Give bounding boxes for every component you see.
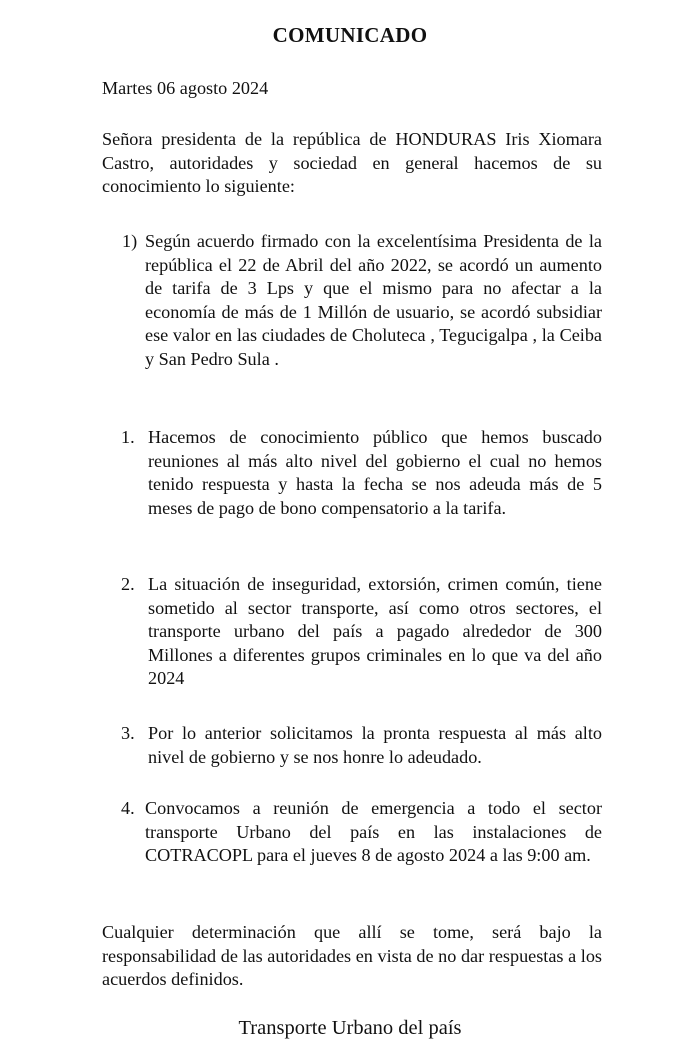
list-item-number: 1)	[122, 231, 138, 251]
list-item	[122, 230, 602, 371]
signature: Transporte Urbano del país	[238, 1017, 462, 1039]
list-item-text: Convocamos a reunión de emergencia a todo el sector transporte Urbano del país en las instalaciones de COTRACOPL para el jueves 8 de agosto 2024 a las 9:00 am.	[145, 798, 602, 865]
list-item-text: La situación de inseguridad, extorsión, crimen común, tiene sometido al sector transporte, así como otros sectores, el transporte urbano del país a pagado alrededor de 300 Millones a diferentes grupos criminales en lo que va del año 2024	[148, 574, 602, 688]
list-item-text: Según acuerdo firmado con la excelentísima Presidenta de la república el 22 de Abril del año 2022, se acordó un aumento de tarifa de 3 Lps y que el mismo para no afectar a la economía de más de 1 Millón de usuario, se acordó subsidiar ese valor en las ciudades de Choluteca , Tegucigalpa , la Ceiba y San Pedro Sula .	[145, 231, 602, 369]
list-item-number: 1.	[121, 427, 135, 447]
list-item-text: Por lo anterior solicitamos la pronta respuesta al más alto nivel de gobierno y se nos honre lo adeudado.	[148, 723, 602, 767]
list-item	[121, 573, 602, 691]
list-item-number: 4.	[121, 798, 135, 818]
document-title: COMUNICADO	[272, 23, 428, 47]
list-item-number: 2.	[121, 574, 135, 594]
list-item	[121, 426, 602, 520]
closing-paragraph: Cualquier determinación que allí se tome, será bajo la responsabilidad de las autoridades en vista de no dar respuestas a los acuerdos definidos.	[102, 922, 602, 989]
list-item-text: Hacemos de conocimiento público que hemos buscado reuniones al más alto nivel del gobierno el cual no hemos tenido respuesta y hasta la fecha se nos adeuda más de 5 meses de pago de bono compensatorio a la tarifa.	[148, 427, 602, 518]
list-item	[121, 797, 602, 868]
intro-paragraph: Señora presidenta de la república de HONDURAS Iris Xiomara Castro, autoridades y sociedad en general hacemos de su conocimiento lo siguiente:	[102, 129, 602, 196]
list-item	[121, 722, 602, 769]
document-date: Martes 06 agosto 2024	[102, 78, 269, 98]
list-item-number: 3.	[121, 723, 135, 743]
